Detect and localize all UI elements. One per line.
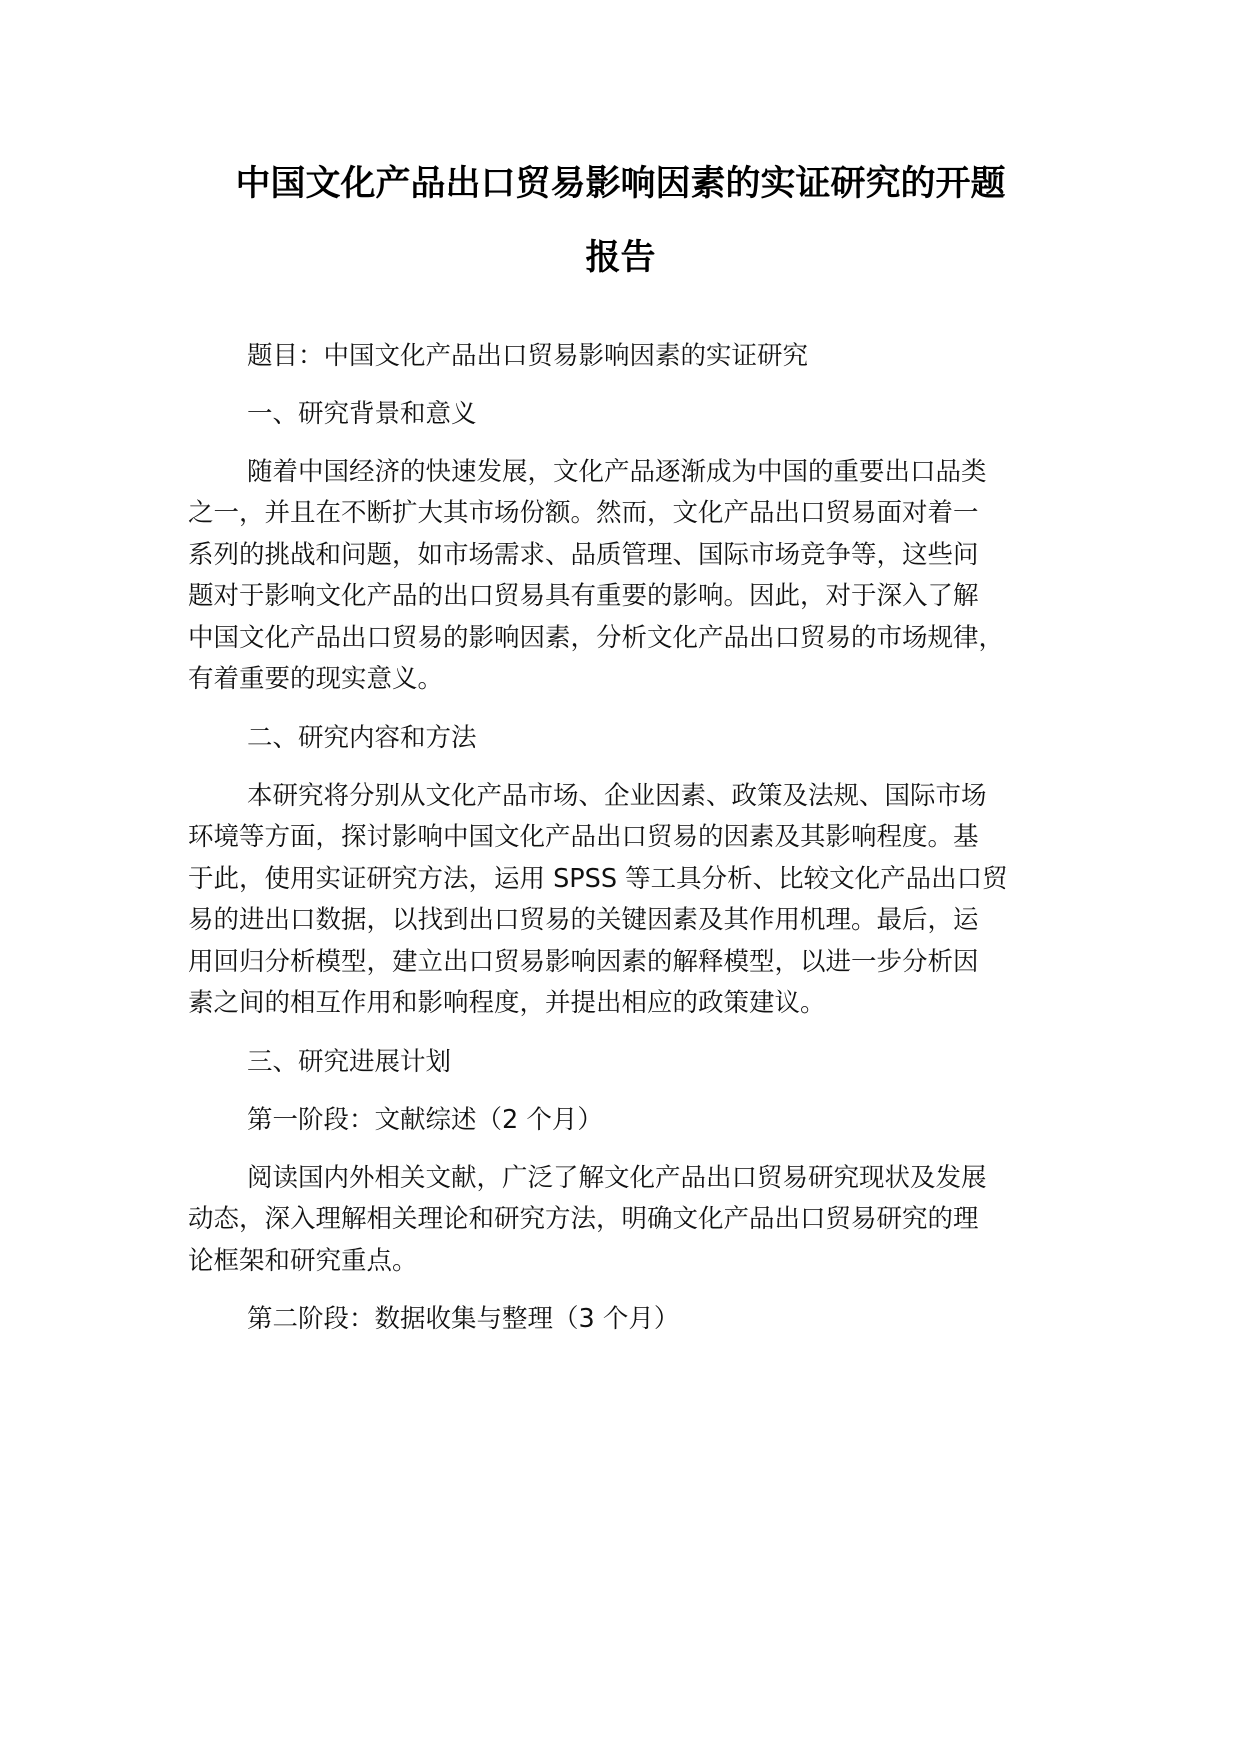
stage-1-paragraph-line: 阅读国内外相关文献，广泛了解文化产品出口贸易研究现状及发展 bbox=[247, 1163, 987, 1193]
section-1-heading: 一、研究背景和意义 bbox=[247, 399, 477, 429]
section-2-paragraph-line: 于此，使用实证研究方法，运用 SPSS 等工具分析、比较文化产品出口贸 bbox=[188, 864, 1008, 894]
section-2-paragraph-line: 易的进出口数据，以找到出口贸易的关键因素及其作用机理。最后，运 bbox=[188, 905, 979, 935]
stage-1-paragraph-line: 论框架和研究重点。 bbox=[188, 1246, 418, 1276]
stage-1-heading: 第一阶段：文献综述（2 个月） bbox=[247, 1105, 603, 1135]
document-title-line-2: 报告 bbox=[585, 238, 656, 278]
section-2-paragraph-line: 本研究将分别从文化产品市场、企业因素、政策及法规、国际市场 bbox=[247, 781, 987, 811]
section-2-paragraph-line: 素之间的相互作用和影响程度，并提出相应的政策建议。 bbox=[188, 988, 826, 1018]
section-2-heading: 二、研究内容和方法 bbox=[247, 723, 477, 753]
section-1-paragraph-line: 之一，并且在不断扩大其市场份额。然而，文化产品出口贸易面对着一 bbox=[188, 498, 979, 528]
section-1-paragraph-line: 系列的挑战和问题，如市场需求、品质管理、国际市场竞争等，这些问 bbox=[188, 540, 979, 570]
subject-line: 题目：中国文化产品出口贸易影响因素的实证研究 bbox=[247, 341, 809, 371]
section-1-paragraph-line: 有着重要的现实意义。 bbox=[188, 664, 444, 694]
stage-2-heading: 第二阶段：数据收集与整理（3 个月） bbox=[247, 1304, 680, 1334]
section-3-heading: 三、研究进展计划 bbox=[247, 1047, 452, 1077]
stage-1-paragraph-line: 动态，深入理解相关理论和研究方法，明确文化产品出口贸易研究的理 bbox=[188, 1204, 979, 1234]
section-2-paragraph-line: 环境等方面，探讨影响中国文化产品出口贸易的因素及其影响程度。基 bbox=[188, 822, 979, 852]
section-1-paragraph-line: 随着中国经济的快速发展，文化产品逐渐成为中国的重要出口品类 bbox=[247, 457, 987, 487]
section-2-paragraph-line: 用回归分析模型，建立出口贸易影响因素的解释模型，以进一步分析因 bbox=[188, 947, 979, 977]
document-title-line-1: 中国文化产品出口贸易影响因素的实证研究的开题 bbox=[235, 164, 1006, 204]
section-1-paragraph-line: 题对于影响文化产品的出口贸易具有重要的影响。因此，对于深入了解 bbox=[188, 581, 979, 611]
section-1-paragraph-line: 中国文化产品出口贸易的影响因素，分析文化产品出口贸易的市场规律， bbox=[188, 623, 1005, 653]
